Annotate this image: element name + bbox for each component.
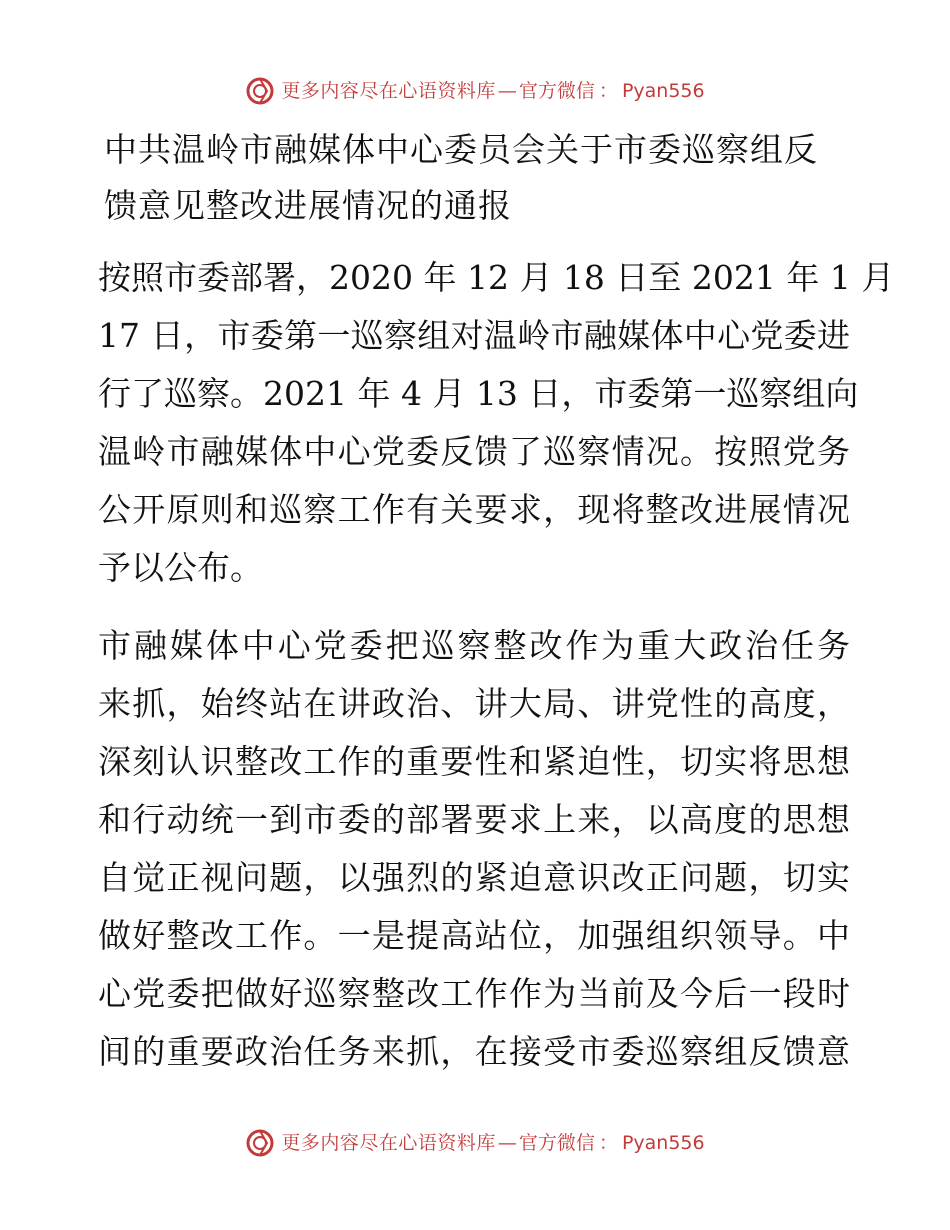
watermark-official-label: 官方微信 [518,1132,595,1154]
paragraph-2-line-8: 间的重要政治任务来抓，在接受市委巡察组反馈意 [98,1032,850,1071]
watermark-wechat-id: Pyan556 [621,80,705,102]
watermark-dash: — [497,1132,517,1154]
paragraph-2-line-6: 做好整改工作。一是提高站位，加强组织领导。中 [98,916,850,955]
paragraph-2-line-4: 和行动统一到市委的部署要求上来，以高度的思想 [98,800,850,839]
watermark-colon: ： [598,1132,618,1154]
watermark-dash: — [497,80,517,102]
document-title-line-2: 馈意见整改进展情况的通报 [104,186,512,225]
paragraph-2-line-7: 心党委把做好巡察整改工作作为当前及今后一段时 [98,974,850,1013]
paragraph-2-line-3: 深刻认识整改工作的重要性和紧迫性，切实将思想 [98,742,850,781]
paragraph-2-line-1: 市融媒体中心党委把巡察整改作为重大政治任务 [98,626,850,665]
paragraph-2-line-2: 来抓，始终站在讲政治、讲大局、讲党性的高度， [98,684,850,723]
brand-logo-icon [245,76,275,106]
watermark-wechat-id: Pyan556 [621,1132,705,1154]
watermark-footer [0,1128,950,1158]
watermark-official-label: 官方微信 [518,80,595,102]
watermark-main-text: 更多内容尽在心语资料库 [281,1132,496,1154]
watermark-colon: ： [598,80,618,102]
paragraph-1-line-2: 17 日，市委第一巡察组对温岭市融媒体中心党委进 [98,316,850,355]
brand-logo-icon [245,1128,275,1158]
paragraph-1-line-1: 按照市委部署，2020 年 12 月 18 日至 2021 年 1 月 [98,258,895,297]
paragraph-1-line-4: 温岭市融媒体中心党委反馈了巡察情况。按照党务 [98,432,850,471]
paragraph-1-line-6: 予以公布。 [98,548,263,587]
paragraph-1-line-5: 公开原则和巡察工作有关要求，现将整改进展情况 [98,490,850,529]
watermark-header [0,76,950,106]
paragraph-1-line-3: 行了巡察。2021 年 4 月 13 日，市委第一巡察组向 [98,374,859,413]
watermark-main-text: 更多内容尽在心语资料库 [281,80,496,102]
document-title-line-1: 中共温岭市融媒体中心委员会关于市委巡察组反 [104,130,818,169]
paragraph-2-line-5: 自觉正视问题，以强烈的紧迫意识改正问题，切实 [98,858,850,897]
